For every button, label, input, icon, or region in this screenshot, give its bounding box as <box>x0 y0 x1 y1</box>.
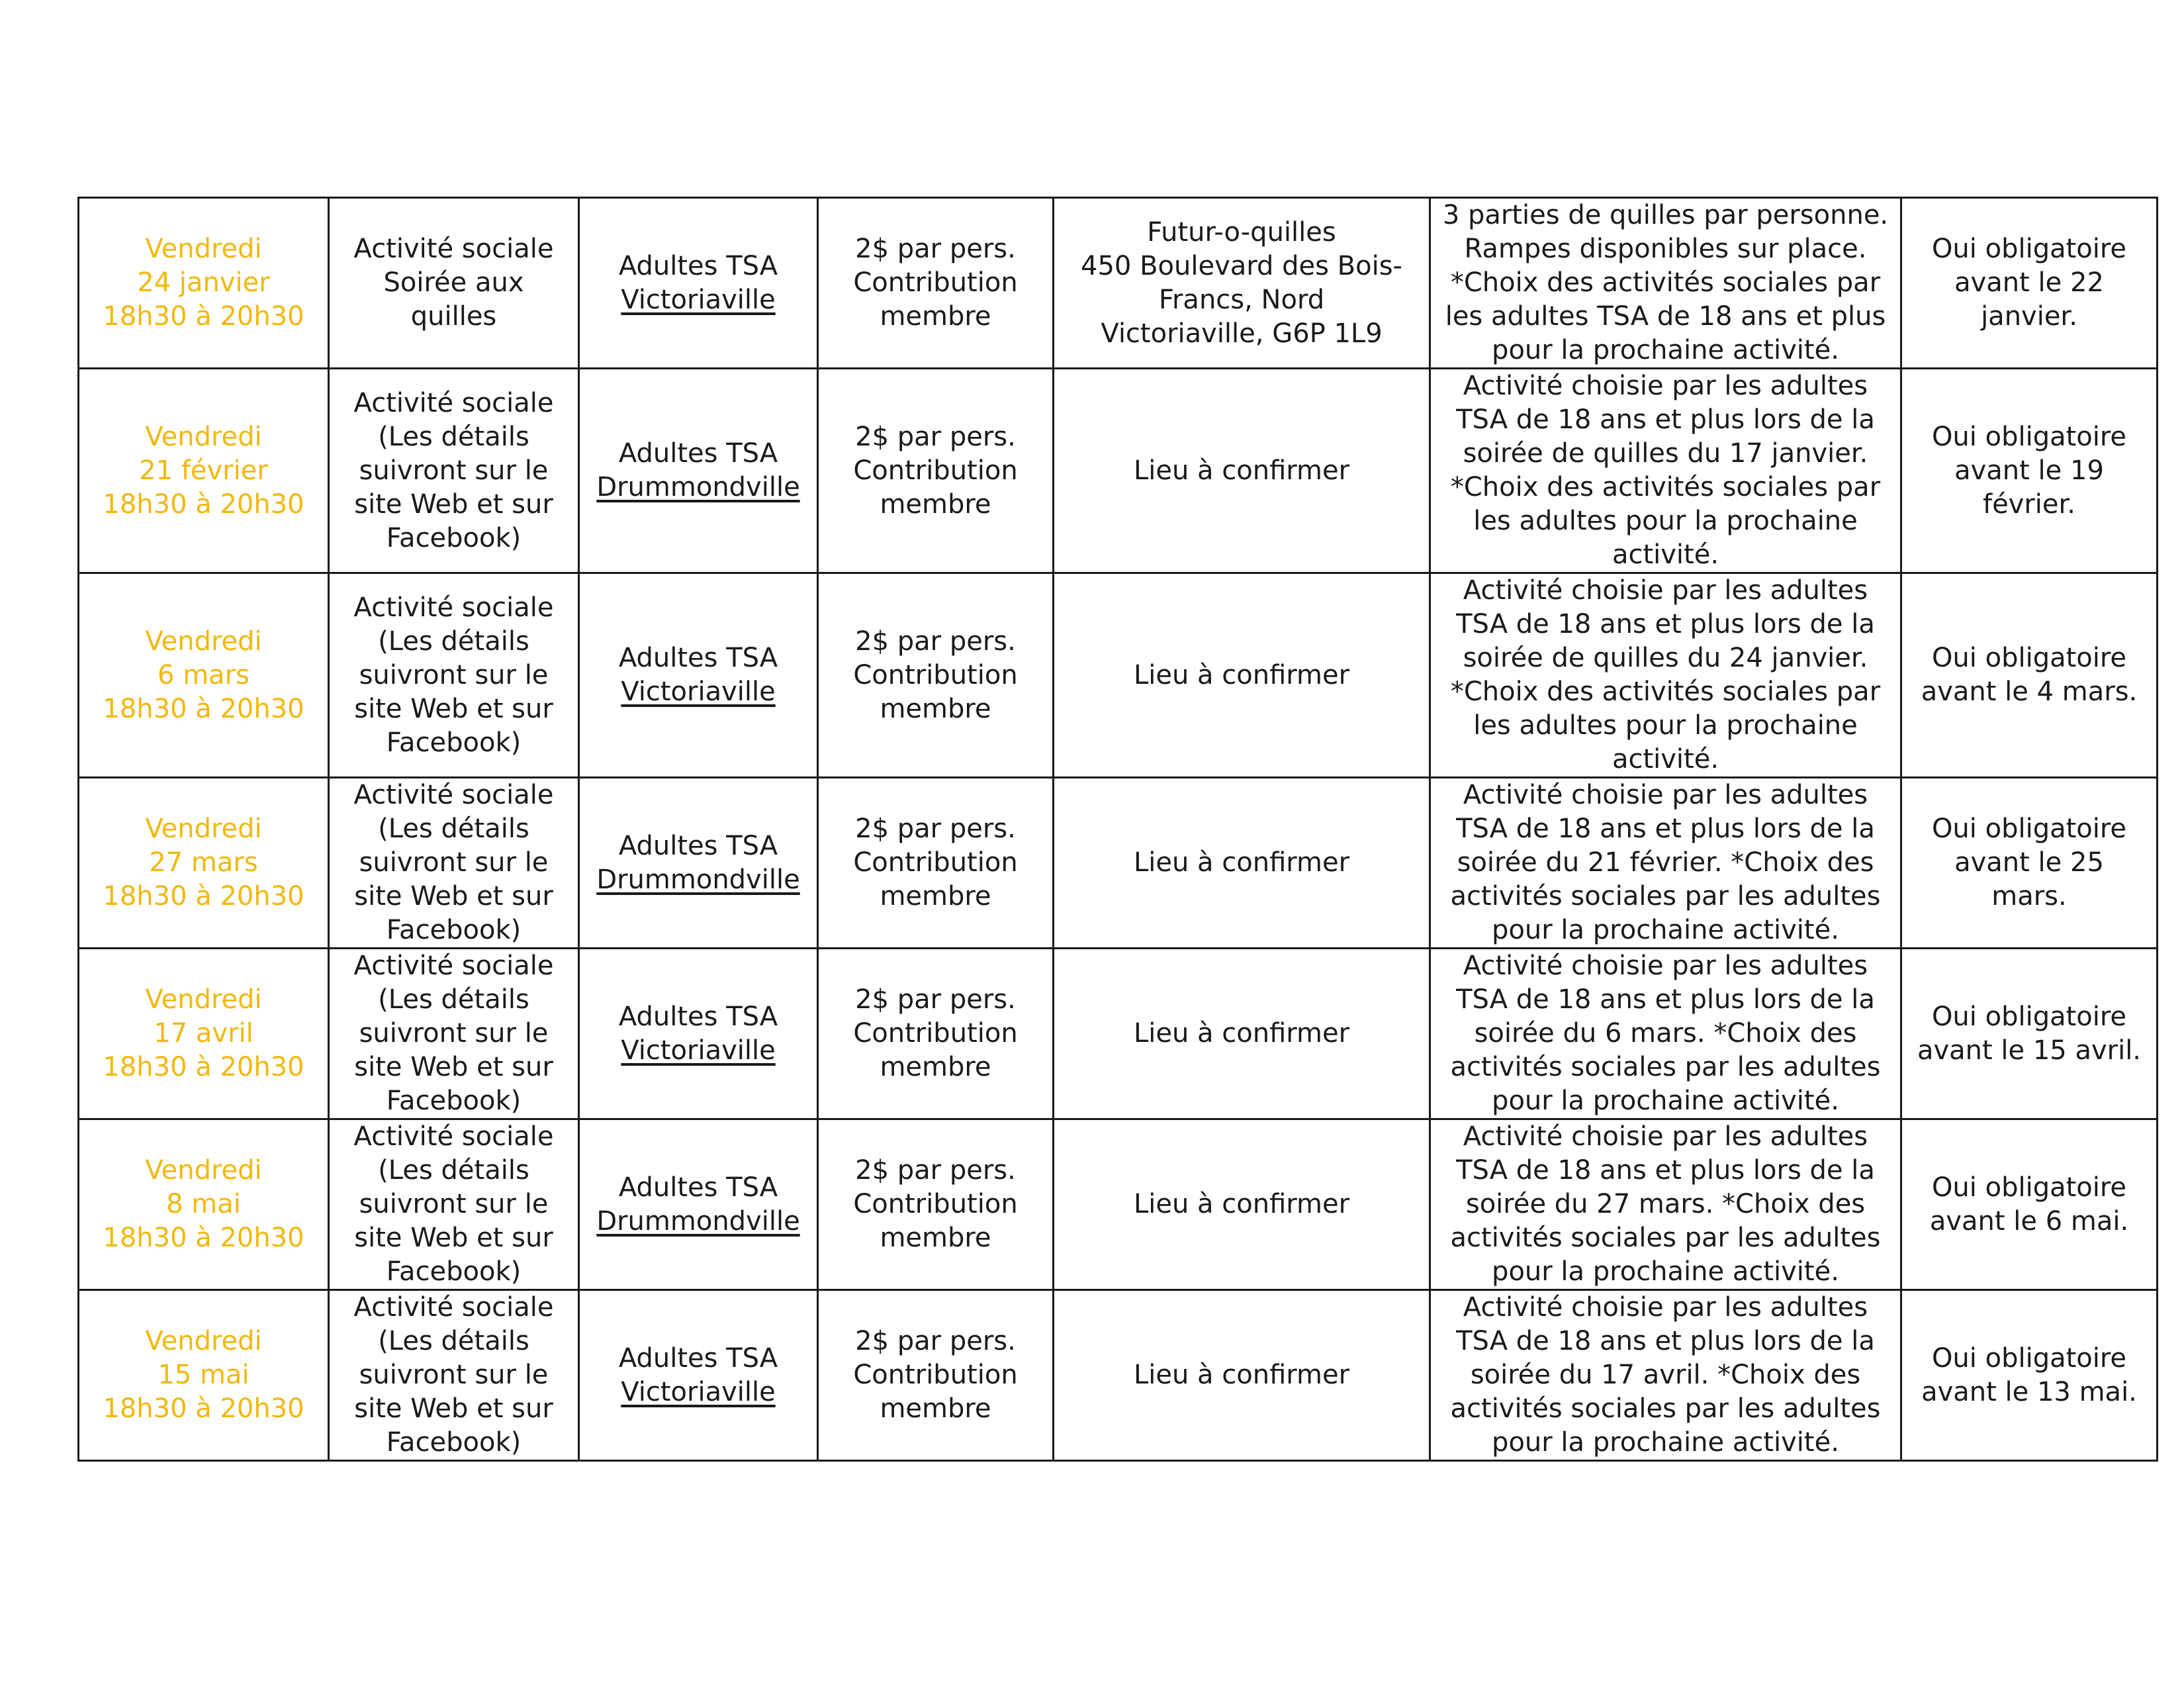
group-cell <box>579 949 818 1119</box>
activity-line: Activité sociale <box>353 780 554 810</box>
place-cell <box>1054 573 1430 778</box>
cost-line: Contribution <box>853 1189 1018 1219</box>
weekday: Vendredi <box>145 234 262 264</box>
cost-line: membre <box>880 881 991 912</box>
details-line: Rampes disponibles sur place. <box>1464 234 1867 264</box>
registration-line: janvier. <box>1981 301 2077 332</box>
place-cell <box>1054 1290 1430 1461</box>
group-cell <box>579 778 818 949</box>
weekday: Vendredi <box>145 1155 262 1186</box>
activity-cell <box>329 198 579 369</box>
details-line: *Choix des activités sociales par <box>1450 267 1881 298</box>
cost-line: membre <box>880 1052 991 1082</box>
table-row <box>79 369 2158 573</box>
registration-cell <box>1901 573 2158 778</box>
registration-line: Oui obligatoire <box>1931 1172 2127 1203</box>
details-line: Activité choisie par les adultes <box>1463 1121 1868 1152</box>
registration-line: avant le 22 <box>1954 267 2104 298</box>
details-cell <box>1430 369 1901 573</box>
activity-line: Activité sociale <box>353 234 554 264</box>
cost-line: membre <box>880 301 991 332</box>
activity-line: site Web et sur <box>354 1052 553 1082</box>
details-cell <box>1430 949 1901 1119</box>
place-line: Lieu à confirmer <box>1133 847 1350 878</box>
activity-line: Facebook) <box>386 727 522 758</box>
activity-line: Activité sociale <box>353 387 554 418</box>
city-label: Drummondville <box>596 864 800 895</box>
registration-line: avant le 13 mai. <box>1921 1376 2137 1407</box>
registration-cell <box>1901 1119 2158 1290</box>
details-line: 3 parties de quilles par personne. <box>1442 200 1889 230</box>
date: 15 mai <box>158 1360 250 1390</box>
activity-cell <box>329 369 579 573</box>
group-cell <box>579 1119 818 1290</box>
activity-line: (Les détails <box>378 984 529 1015</box>
cost-cell <box>818 778 1054 949</box>
group-label: Adultes TSA <box>618 1172 778 1203</box>
details-line: *Choix des activités sociales par <box>1450 472 1881 502</box>
weekday: Vendredi <box>145 1326 262 1356</box>
activity-line: Activité sociale <box>353 1121 554 1152</box>
date: 6 mars <box>158 659 250 690</box>
details-line: TSA de 18 ans et plus lors de la <box>1456 1326 1875 1356</box>
activity-line: suivront sur le <box>359 659 549 690</box>
cost-line: 2$ par pers. <box>855 421 1016 452</box>
details-cell <box>1430 573 1901 778</box>
details-line: activités sociales par les adultes <box>1450 1223 1881 1253</box>
details-line: pour la prochaine activité. <box>1492 1086 1839 1116</box>
time-range: 18h30 à 20h30 <box>103 1052 304 1082</box>
activity-cell <box>329 949 579 1119</box>
time-range: 18h30 à 20h30 <box>103 301 304 332</box>
cost-cell <box>818 573 1054 778</box>
schedule-body <box>79 198 2158 1461</box>
registration-cell <box>1901 1290 2158 1461</box>
cost-line: 2$ par pers. <box>855 814 1016 844</box>
place-line: Lieu à confirmer <box>1133 1018 1350 1049</box>
registration-cell <box>1901 198 2158 369</box>
group-cell <box>579 369 818 573</box>
place-cell <box>1054 369 1430 573</box>
details-line: soirée de quilles du 17 janvier. <box>1463 438 1868 469</box>
details-line: TSA de 18 ans et plus lors de la <box>1456 609 1875 639</box>
cost-line: 2$ par pers. <box>855 626 1016 657</box>
details-line: les adultes pour la prochaine <box>1473 506 1858 536</box>
details-line: TSA de 18 ans et plus lors de la <box>1456 984 1875 1015</box>
registration-line: Oui obligatoire <box>1931 1001 2127 1032</box>
registration-cell <box>1901 369 2158 573</box>
place-line: Victoriaville, G6P 1L9 <box>1101 318 1383 349</box>
details-cell <box>1430 198 1901 369</box>
cost-line: membre <box>880 489 991 520</box>
registration-line: avant le 19 <box>1954 455 2104 486</box>
activity-line: Activité sociale <box>353 951 554 981</box>
details-line: soirée du 21 février. *Choix des <box>1457 847 1874 878</box>
details-line: les adultes pour la prochaine <box>1473 710 1858 741</box>
details-line: pour la prochaine activité. <box>1492 335 1839 365</box>
cost-line: Contribution <box>853 455 1018 486</box>
registration-line: mars. <box>1991 881 2067 912</box>
details-line: Activité choisie par les adultes <box>1463 1292 1868 1323</box>
activity-line: quilles <box>410 301 497 332</box>
cost-line: membre <box>880 1393 991 1424</box>
group-label: Adultes TSA <box>618 438 778 469</box>
place-line: Lieu à confirmer <box>1133 1360 1350 1390</box>
city-label: Victoriaville <box>621 677 776 707</box>
table-row <box>79 1290 2158 1461</box>
details-line: Activité choisie par les adultes <box>1463 780 1868 810</box>
place-line: Lieu à confirmer <box>1133 455 1350 486</box>
weekday: Vendredi <box>145 421 262 452</box>
city-label: Victoriaville <box>621 284 776 315</box>
cost-line: 2$ par pers. <box>855 1155 1016 1186</box>
date-cell <box>79 778 329 949</box>
place-cell <box>1054 1119 1430 1290</box>
activity-line: (Les détails <box>378 1155 529 1186</box>
cost-line: 2$ par pers. <box>855 1326 1016 1356</box>
date-cell <box>79 369 329 573</box>
activity-line: site Web et sur <box>354 693 553 724</box>
date-cell <box>79 198 329 369</box>
cost-cell <box>818 1290 1054 1461</box>
activity-line: suivront sur le <box>359 1189 549 1219</box>
details-line: pour la prochaine activité. <box>1492 1256 1839 1287</box>
registration-line: Oui obligatoire <box>1931 1342 2127 1374</box>
place-cell <box>1054 198 1430 369</box>
schedule-table <box>77 197 2158 1462</box>
city-label: Drummondville <box>596 472 800 502</box>
registration-line: Oui obligatoire <box>1931 421 2127 452</box>
time-range: 18h30 à 20h30 <box>103 1223 304 1253</box>
activity-line: Facebook) <box>386 1256 522 1287</box>
table-row <box>79 949 2158 1119</box>
cost-cell <box>818 949 1054 1119</box>
activity-line: suivront sur le <box>359 847 549 878</box>
activity-line: (Les détails <box>378 421 529 452</box>
date: 21 février <box>139 455 268 486</box>
date: 27 mars <box>149 847 258 878</box>
time-range: 18h30 à 20h30 <box>103 693 304 724</box>
activity-line: Facebook) <box>386 915 522 945</box>
city-label: Drummondville <box>596 1205 800 1237</box>
place-line: Lieu à confirmer <box>1133 659 1350 690</box>
cost-cell <box>818 369 1054 573</box>
cost-line: Contribution <box>853 1360 1018 1390</box>
details-line: activité. <box>1612 744 1719 774</box>
cost-cell <box>818 1119 1054 1290</box>
registration-line: avant le 25 <box>1954 847 2104 878</box>
details-line: *Choix des activités sociales par <box>1450 677 1881 707</box>
group-label: Adultes TSA <box>618 250 778 281</box>
activity-line: (Les détails <box>378 1326 529 1356</box>
registration-line: avant le 4 mars. <box>1921 677 2138 707</box>
weekday: Vendredi <box>145 984 262 1015</box>
activity-line: (Les détails <box>378 814 529 844</box>
activity-line: Facebook) <box>386 1427 522 1458</box>
time-range: 18h30 à 20h30 <box>103 489 304 520</box>
activity-line: (Les détails <box>378 626 529 657</box>
activity-line: Facebook) <box>386 522 522 553</box>
group-label: Adultes TSA <box>618 643 778 673</box>
group-cell <box>579 198 818 369</box>
table-row <box>79 778 2158 949</box>
details-line: activités sociales par les adultes <box>1450 1393 1881 1424</box>
details-cell <box>1430 1119 1901 1290</box>
details-line: soirée de quilles du 24 janvier. <box>1463 643 1868 673</box>
details-line: soirée du 17 avril. *Choix des <box>1470 1360 1861 1390</box>
activity-line: suivront sur le <box>359 1018 549 1049</box>
cost-cell <box>818 198 1054 369</box>
date-cell <box>79 949 329 1119</box>
activity-line: site Web et sur <box>354 1223 553 1253</box>
details-line: activités sociales par les adultes <box>1450 881 1881 912</box>
table-row <box>79 1119 2158 1290</box>
time-range: 18h30 à 20h30 <box>103 1393 304 1424</box>
activity-line: site Web et sur <box>354 489 553 520</box>
place-cell <box>1054 949 1430 1119</box>
details-line: soirée du 27 mars. *Choix des <box>1465 1189 1866 1219</box>
details-line: Activité choisie par les adultes <box>1463 575 1868 606</box>
details-line: TSA de 18 ans et plus lors de la <box>1456 1155 1875 1186</box>
group-label: Adultes TSA <box>618 1001 778 1032</box>
activity-line: suivront sur le <box>359 1360 549 1390</box>
registration-cell <box>1901 778 2158 949</box>
cost-line: Contribution <box>853 267 1018 298</box>
table-row <box>79 198 2158 369</box>
place-line: Futur-o-quilles <box>1147 216 1336 248</box>
date-cell <box>79 1290 329 1461</box>
cost-line: membre <box>880 1223 991 1253</box>
details-line: TSA de 18 ans et plus lors de la <box>1456 814 1875 844</box>
details-line: pour la prochaine activité. <box>1492 1427 1839 1458</box>
cost-line: 2$ par pers. <box>855 984 1016 1015</box>
weekday: Vendredi <box>145 626 262 657</box>
activity-line: suivront sur le <box>359 455 549 486</box>
details-line: activité. <box>1612 539 1719 570</box>
activity-line: site Web et sur <box>354 881 553 912</box>
cost-line: Contribution <box>853 659 1018 690</box>
details-cell <box>1430 778 1901 949</box>
registration-line: avant le 15 avril. <box>1917 1035 2142 1066</box>
cost-line: membre <box>880 693 991 724</box>
date: 24 janvier <box>137 267 270 298</box>
details-cell <box>1430 1290 1901 1461</box>
details-line: pour la prochaine activité. <box>1492 915 1839 945</box>
activity-line: Soirée aux <box>383 267 524 298</box>
place-cell <box>1054 778 1430 949</box>
place-line: Lieu à confirmer <box>1133 1189 1350 1219</box>
table-row <box>79 573 2158 778</box>
activity-cell <box>329 778 579 949</box>
time-range: 18h30 à 20h30 <box>103 881 304 912</box>
group-cell <box>579 573 818 778</box>
date: 17 avril <box>154 1018 253 1049</box>
details-line: Activité choisie par les adultes <box>1463 371 1868 401</box>
activity-line: Activité sociale <box>353 1292 554 1323</box>
cost-line: 2$ par pers. <box>855 234 1016 264</box>
group-label: Adultes TSA <box>618 1342 778 1374</box>
activity-cell <box>329 1290 579 1461</box>
activity-cell <box>329 573 579 778</box>
date-cell <box>79 1119 329 1290</box>
weekday: Vendredi <box>145 814 262 844</box>
activity-cell <box>329 1119 579 1290</box>
registration-line: Oui obligatoire <box>1931 234 2127 264</box>
details-line: les adultes TSA de 18 ans et plus <box>1445 301 1886 332</box>
group-label: Adultes TSA <box>618 830 778 861</box>
group-cell <box>579 1290 818 1461</box>
cost-line: Contribution <box>853 1018 1018 1049</box>
place-line: 450 Boulevard des Bois- <box>1081 250 1402 281</box>
activity-line: Facebook) <box>386 1086 522 1116</box>
city-label: Victoriaville <box>621 1035 776 1066</box>
activity-line: Activité sociale <box>353 592 554 623</box>
place-line: Francs, Nord <box>1158 284 1325 315</box>
registration-cell <box>1901 949 2158 1119</box>
details-line: TSA de 18 ans et plus lors de la <box>1456 404 1875 435</box>
registration-line: Oui obligatoire <box>1931 643 2127 673</box>
registration-line: février. <box>1982 489 2076 520</box>
city-label: Victoriaville <box>621 1376 776 1407</box>
cost-line: Contribution <box>853 847 1018 878</box>
details-line: soirée du 6 mars. *Choix des <box>1474 1018 1857 1049</box>
date: 8 mai <box>166 1189 241 1219</box>
details-line: Activité choisie par les adultes <box>1463 951 1868 981</box>
registration-line: Oui obligatoire <box>1931 814 2127 844</box>
registration-line: avant le 6 mai. <box>1929 1205 2129 1237</box>
date-cell <box>79 573 329 778</box>
details-line: activités sociales par les adultes <box>1450 1052 1881 1082</box>
activity-line: site Web et sur <box>354 1393 553 1424</box>
